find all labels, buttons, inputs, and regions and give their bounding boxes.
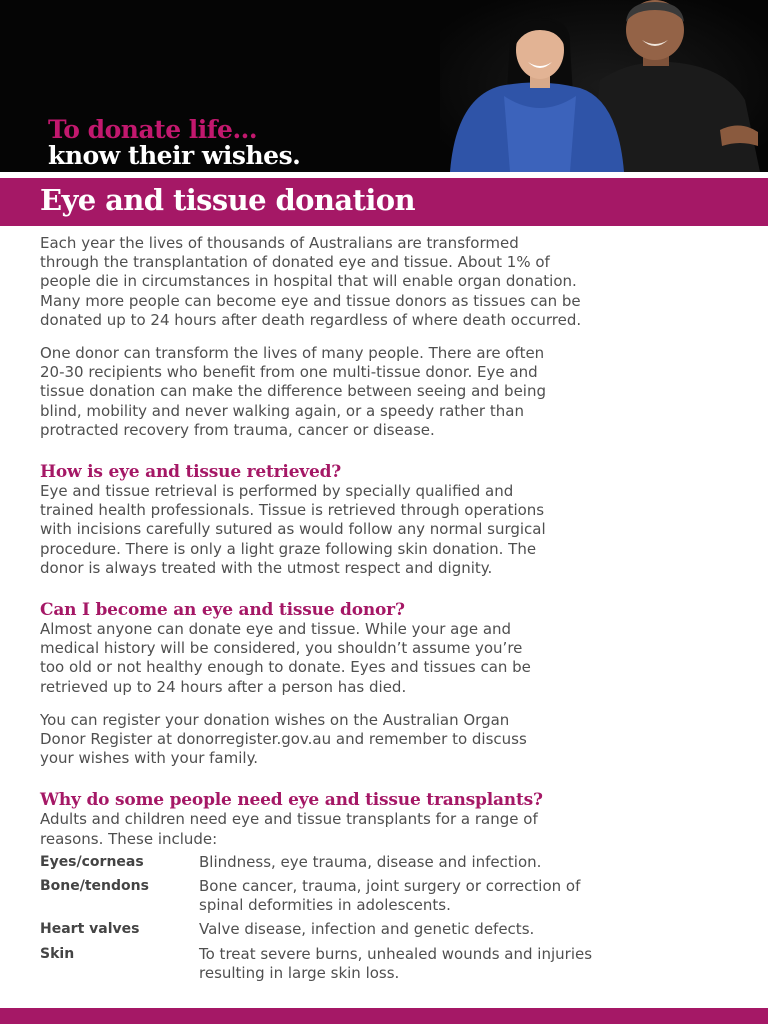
article-body [40, 234, 740, 988]
donor-family-photo [440, 0, 768, 172]
condition-description: Bone cancer, trauma, joint surgery or correction of spinal deformities in adolescents. [199, 877, 581, 915]
tagline-line-2: know their wishes. [48, 141, 301, 170]
section-paragraph-retrieval: Eye and tissue retrieval is performed by specially qualified and trained health professionals. Tissue is retrieved through operations with incisions carefully sutured as would follow any normal surgical procedure. There is only a light graze following skin donation. The donor is always treated with the utmost respect and dignity. [40, 482, 546, 577]
page-title: Eye and tissue donation [40, 183, 415, 217]
condition-term: Skin [40, 945, 75, 962]
condition-term: Bone/tendons [40, 878, 149, 895]
condition-row [40, 945, 740, 983]
intro-paragraph-2: One donor can transform the lives of many people. There are often 20-30 recipients who benefit from one multi-tissue donor. Eye and tissue donation can make the difference between seeing and being blind, mobility and never walking again, or a speedy rather than protracted recovery from trauma, cancer or disease. [40, 344, 547, 439]
section-paragraph-register: You can register your donation wishes on the Australian Organ Donor Register at donorregister.gov.au and remember to discuss your wishes with your family. [40, 710, 527, 768]
section-heading-why-transplants: Why do some people need eye and tissue transplants? [40, 790, 543, 811]
section-heading-become-donor: Can I become an eye and tissue donor? [40, 600, 405, 621]
conditions-list [40, 853, 740, 983]
condition-term: Heart valves [40, 921, 140, 938]
condition-row [40, 853, 740, 872]
section-paragraph-become-donor: Almost anyone can donate eye and tissue. While your age and medical history will be considered, you shouldn’t assume you’re too old or not healthy enough to donate. Eyes and tissues can be retrieved up to 24 hours after a person has died. [40, 620, 531, 696]
condition-description: Blindness, eye trauma, disease and infection. [199, 852, 542, 871]
intro-paragraph-1: Each year the lives of thousands of Australians are transformed through the transplantation of donated eye and tissue. About 1% of people die in circumstances in hospital that will enable organ donation. Many more people can become eye and tissue donors as tissues can be donated up to 24 hours after death regardless of where death occurred. [40, 234, 582, 329]
tagline-line-1: To donate life... [48, 115, 258, 144]
condition-description: Valve disease, infection and genetic defects. [199, 920, 535, 939]
condition-description: To treat severe burns, unhealed wounds and injuries resulting in large skin loss. [199, 944, 593, 982]
condition-term: Eyes/corneas [40, 853, 144, 870]
section-heading-retrieval: How is eye and tissue retrieved? [40, 462, 342, 483]
condition-row [40, 920, 740, 939]
section-paragraph-why-transplants: Adults and children need eye and tissue transplants for a range of reasons. These include: [40, 810, 538, 848]
footer-band [0, 1008, 768, 1024]
condition-row [40, 877, 740, 915]
hero-banner [0, 0, 768, 172]
